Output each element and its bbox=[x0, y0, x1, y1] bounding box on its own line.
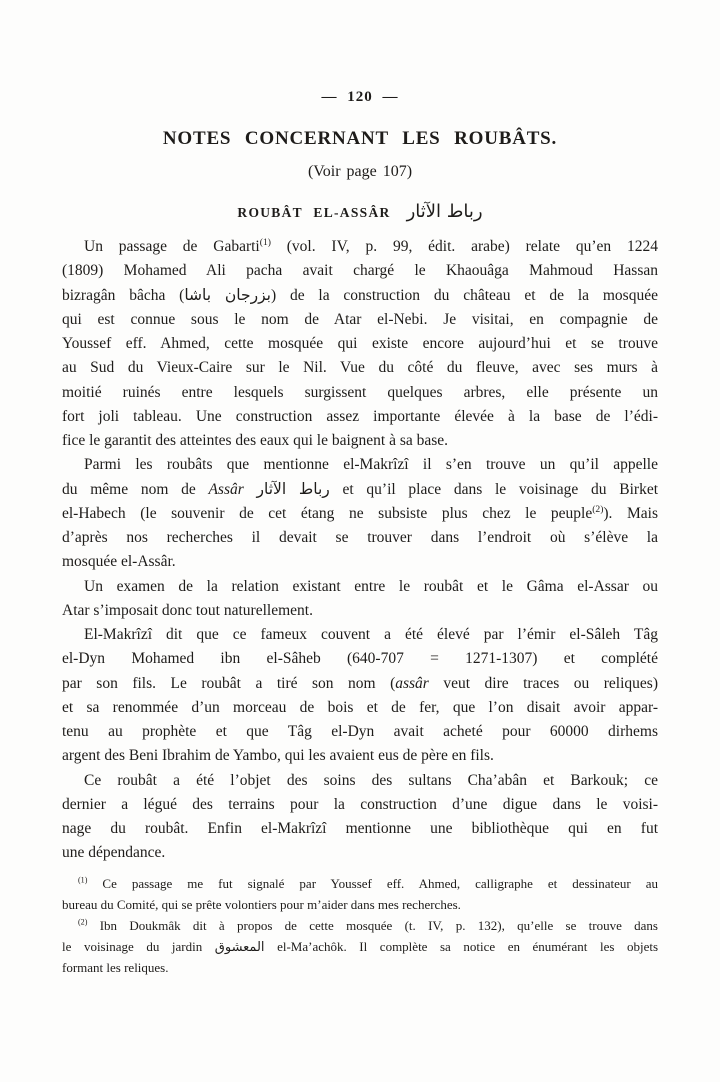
body-paragraph bbox=[62, 235, 658, 453]
body-line: fice le garantit des atteintes des eaux qui le baignent à sa base. bbox=[62, 432, 449, 449]
body-line: par son fils. Le roubât a tiré son nom (assâr veut dire traces ou reliques) bbox=[62, 674, 658, 692]
section-heading-latin: ROUBÂT EL-ASSÂR bbox=[237, 205, 391, 220]
footnote-line: bureau du Comité, qui se prête volontiers pour m’aider dans mes recherches. bbox=[62, 896, 461, 912]
body-line: Un examen de la relation existant entre le roubât et le Gâma el-Assar ou bbox=[84, 577, 658, 595]
body-line: d’après nos recherches il devait se trouver dans l’endroit où s’élève la bbox=[62, 529, 658, 546]
body-line: au Sud du Vieux-Caire sur le Nil. Vue du côté du fleuve, avec ses murs à bbox=[62, 359, 658, 377]
body-line: el-Dyn Mohamed ibn el-Sâheb (640-707 = 1271-1307) et complété bbox=[62, 650, 658, 668]
body-text bbox=[62, 235, 658, 866]
body-line: (1809) Mohamed Ali pacha avait chargé le Khaouâga Mahmoud Hassan bbox=[62, 262, 658, 280]
footnotes bbox=[62, 873, 658, 979]
footnote-line: formant les reliques. bbox=[62, 960, 169, 976]
section-heading bbox=[62, 200, 658, 225]
body-paragraph bbox=[62, 769, 658, 866]
section-heading-arabic: رباط الآثار bbox=[406, 201, 483, 222]
body-line: moitié ruinés entre lesquels surgissent quelques arbres, elle présente un bbox=[62, 383, 658, 401]
body-line: Parmi les roubâts que mentionne el-Makrîzî il s’en trouve un qu’il appelle bbox=[84, 456, 658, 474]
footnote bbox=[62, 873, 658, 915]
body-line: tenu au prophète et que Tâg el-Dyn avait acheté pour 60000 dirhems bbox=[62, 723, 658, 740]
page-subtitle: (Voir page 107) bbox=[307, 163, 413, 180]
body-line: argent des Beni Ibrahim de Yambo, qui les avaient eus de père en fils. bbox=[62, 747, 494, 765]
body-line: du même nom de Assâr رباط الآثار et qu’il place dans le voisinage du Birket bbox=[62, 480, 659, 498]
body-line: nage du roubât. Enfin el-Makrîzî mentionne une bibliothèque qui en fut bbox=[62, 820, 658, 837]
body-line: une dépendance. bbox=[62, 844, 166, 862]
body-line: el-Habech (le souvenir de cet étang ne subsiste plus chez le peuple$^{(2)}$). Mais bbox=[62, 503, 658, 522]
footnote-line: $^{(2)}$ Ibn Doukmâk dit à propos de cette mosquée (t. IV, p. 132), qu’elle se trouve dans bbox=[78, 917, 658, 933]
body-line: Atar s’imposait donc tout naturellement. bbox=[62, 601, 313, 619]
footnote bbox=[62, 915, 658, 979]
body-paragraph bbox=[62, 623, 658, 769]
footnote-line: le voisinage du jardin المعشوق el-Ma’achôk. Il complète sa notice en énumérant les objets bbox=[62, 939, 659, 955]
body-line: et sa renommée d’un morceau de bois et de fer, que l’on disait avoir appar- bbox=[62, 698, 658, 716]
body-line: Youssef eff. Ahmed, cette mosquée qui existe encore aujourd’hui et se trouve bbox=[62, 335, 658, 352]
body-paragraph bbox=[62, 575, 658, 624]
footnote-line: $^{(1)}$ Ce passage me fut signalé par Youssef eff. Ahmed, calligraphe et dessinateur au bbox=[78, 875, 658, 891]
body-line: fort joli tableau. Une construction assez importante élevée à la base de l’édi- bbox=[62, 407, 658, 425]
body-line: mosquée el-Assâr. bbox=[62, 553, 176, 571]
page-number: — 120 — bbox=[321, 89, 399, 105]
page-title: NOTES CONCERNANT LES ROUBÂTS. bbox=[162, 128, 558, 149]
body-line: bizragân bâcha (بزرجان باشا) de la construction du château et de la mosquée bbox=[62, 286, 658, 304]
body-line: dernier a légué des terrains pour la construction d’une digue dans le voisi- bbox=[62, 795, 658, 813]
body-line: qui est connue sous le nom de Atar el-Nebi. Je visitai, en compagnie de bbox=[62, 310, 658, 328]
body-line: Un passage de Gabarti$^{(1)}$ (vol. IV, p. 99, édit. arabe) relate qu’en 1224 bbox=[84, 236, 658, 255]
body-line: El-Makrîzî dit que ce fameux couvent a été élevé par l’émir el-Sâleh Tâg bbox=[84, 626, 658, 643]
page-content bbox=[62, 88, 658, 979]
body-paragraph bbox=[62, 453, 658, 574]
body-line: Ce roubât a été l’objet des soins des sultans Cha’abân et Barkouk; ce bbox=[84, 771, 658, 789]
